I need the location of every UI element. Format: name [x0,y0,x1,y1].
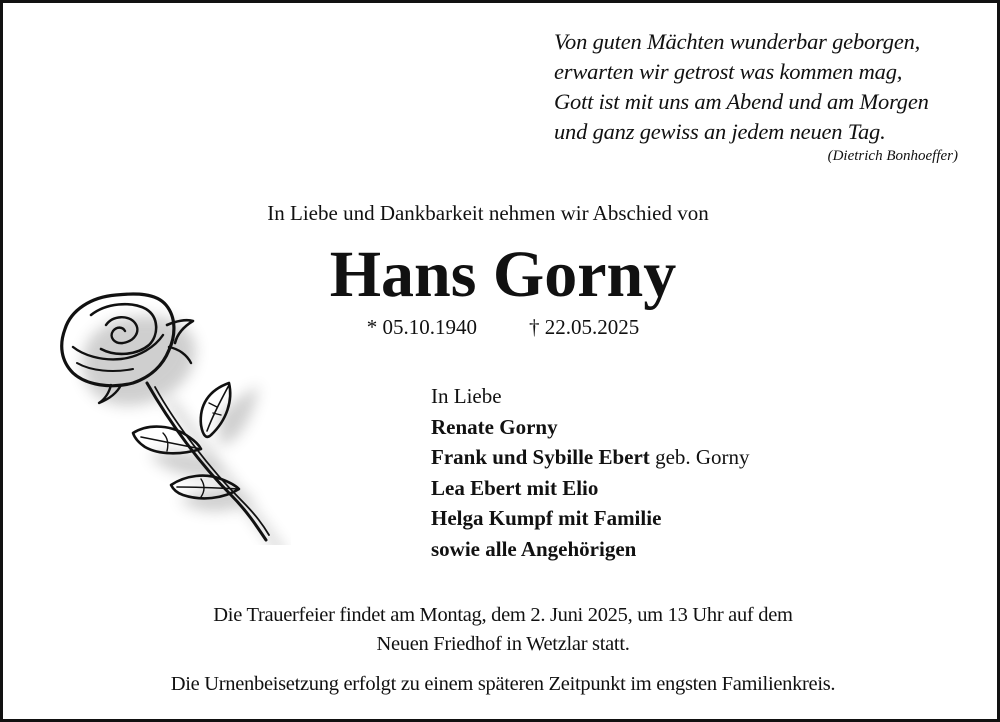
poem-line: und ganz gewiss an jedem neuen Tag. [554,119,886,144]
mourner-entry [431,473,750,504]
mourner-name: Lea Ebert mit Elio [431,475,599,500]
mourner-name: Frank und Sybille Ebert [431,445,650,469]
death-date: † 22.05.2025 [529,315,640,339]
mourner-entry [431,442,750,473]
mourner-entry [431,412,750,443]
mourners-list [431,381,750,564]
poem-line: Von guten Mächten wunderbar geborgen, [554,29,921,54]
mourner-suffix: geb. Gorny [649,445,750,469]
poem-author: (Dietrich Bonhoeffer) [827,148,958,164]
mourner-name: Helga Kumpf mit Familie [431,506,662,530]
mourner-name: Renate Gorny [431,414,558,439]
deceased-name: Hans Gorny [329,238,677,311]
funeral-service-info [3,601,1000,659]
mourner-entry [431,534,750,565]
service-line: Neuen Friedhof in Wetzlar statt. [376,633,630,655]
poem-line: erwarten wir getrost was kommen mag, [554,59,903,84]
mourner-entry [431,503,750,534]
rose-icon [51,285,291,545]
intro-text: In Liebe und Dankbarkeit nehmen wir Abschied von [267,201,709,225]
urn-burial-note: Die Urnenbeisetzung erfolgt zu einem späteren Zeitpunkt im engsten Familienkreis. [170,673,836,695]
mourners-heading: In Liebe [431,384,502,408]
poem-quote [554,27,929,147]
mourner-name: sowie alle Angehörigen [431,536,637,561]
service-line: Die Trauerfeier findet am Montag, dem 2. Juni 2025, um 13 Uhr auf dem [213,604,793,626]
birth-date: * 05.10.1940 [366,315,477,339]
poem-line: Gott ist mit uns am Abend und am Morgen [554,89,929,114]
